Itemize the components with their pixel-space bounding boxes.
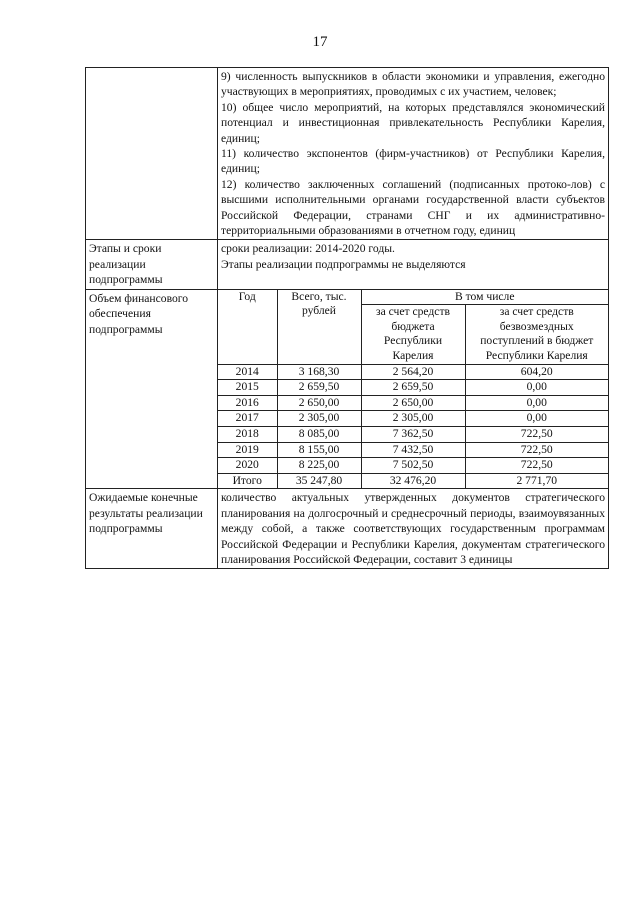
page-number: 17 <box>312 34 328 50</box>
indicator-item: 9) численность выпускников в области экономики и управления, ежегодно участвующих в мероприятиях, проводимых с их участием, человек; <box>221 70 605 99</box>
budget-cell: 2 659,50 <box>361 380 465 396</box>
budget-cell: 7 502,50 <box>361 458 465 474</box>
budget-cell: 2 650,00 <box>361 395 465 411</box>
year-cell: 2019 <box>218 442 277 458</box>
indicators-row <box>86 68 609 240</box>
finance-row <box>86 289 609 489</box>
year-cell: 2015 <box>218 380 277 396</box>
year-cell: 2016 <box>218 395 277 411</box>
free-cell: 604,20 <box>465 364 608 380</box>
total-row <box>218 473 608 488</box>
finance-header-row <box>218 290 608 305</box>
year-cell: Итого <box>218 473 277 488</box>
free-cell: 722,50 <box>465 442 608 458</box>
total-cell: 2 650,00 <box>277 395 361 411</box>
table-row <box>218 380 608 396</box>
stages-note: Этапы реализации подпрограммы не выделяются <box>221 257 466 271</box>
indicator-item: 11) количество экспонентов (фирм-участников) от Республики Карелия, единиц; <box>221 147 605 176</box>
finance-label: Объем финансового обеспечения подпрограммы <box>86 289 218 489</box>
indicator-item: 12) количество заключенных соглашений (подписанных протоко-лов) с высшими исполнительными органами государственной власти субъектов Российской Федерации, странами СНГ и их административно-территориальными образованиями в отчетном году, единиц <box>221 177 605 238</box>
finance-cell <box>218 289 609 489</box>
indicator-item: 10) общее число мероприятий, на которых представлялся экономический потенциал и инвестиционная привлекательность Республики Карелия, единиц; <box>221 100 605 145</box>
table-row <box>218 364 608 380</box>
col-free-header: за счет средств безвозмездных поступлений в бюджет Республики Карелия <box>465 305 608 364</box>
col-year-header: Год <box>218 290 277 364</box>
stages-term: сроки реализации: 2014-2020 годы. <box>221 242 395 256</box>
indicators-label-cell <box>86 68 218 240</box>
table-row <box>218 442 608 458</box>
free-cell: 722,50 <box>465 427 608 443</box>
subprogram-passport-table <box>85 67 609 569</box>
results-row <box>86 489 609 569</box>
stages-label: Этапы и сроки реализации подпрограммы <box>86 240 218 289</box>
total-cell: 8 155,00 <box>277 442 361 458</box>
year-cell: 2017 <box>218 411 277 427</box>
year-cell: 2020 <box>218 458 277 474</box>
year-cell: 2018 <box>218 427 277 443</box>
col-total-header: Всего, тыс. рублей <box>277 290 361 364</box>
free-cell: 2 771,70 <box>465 473 608 488</box>
total-cell: 2 659,50 <box>277 380 361 396</box>
table-row <box>218 411 608 427</box>
free-cell: 0,00 <box>465 395 608 411</box>
col-including-header: В том числе <box>361 290 608 305</box>
results-label: Ожидаемые конечные результаты реализации подпрограммы <box>86 489 218 569</box>
free-cell: 722,50 <box>465 458 608 474</box>
free-cell: 0,00 <box>465 411 608 427</box>
table-row <box>218 458 608 474</box>
stages-row <box>86 240 609 289</box>
finance-table <box>218 290 608 489</box>
col-budget-header: за счет средств бюджета Республики Карелия <box>361 305 465 364</box>
budget-cell: 32 476,20 <box>361 473 465 488</box>
table-row <box>218 395 608 411</box>
free-cell: 0,00 <box>465 380 608 396</box>
budget-cell: 2 305,00 <box>361 411 465 427</box>
indicators-cell <box>218 68 609 240</box>
total-cell: 8 085,00 <box>277 427 361 443</box>
budget-cell: 7 362,50 <box>361 427 465 443</box>
total-cell: 3 168,30 <box>277 364 361 380</box>
table-row <box>218 427 608 443</box>
total-cell: 2 305,00 <box>277 411 361 427</box>
budget-cell: 7 432,50 <box>361 442 465 458</box>
results-text: количество актуальных утвержденных документов стратегического планирования на долгосрочный и среднесрочный периоды, взаимоувязанных между собой, а также соответствующих государственным программам Российской Федерации и Республики Карелия, документам стратегического планирования Российской Федерации, составит 3 единицы <box>218 489 609 569</box>
total-cell: 35 247,80 <box>277 473 361 488</box>
year-cell: 2014 <box>218 364 277 380</box>
total-cell: 8 225,00 <box>277 458 361 474</box>
stages-cell <box>218 240 609 289</box>
budget-cell: 2 564,20 <box>361 364 465 380</box>
